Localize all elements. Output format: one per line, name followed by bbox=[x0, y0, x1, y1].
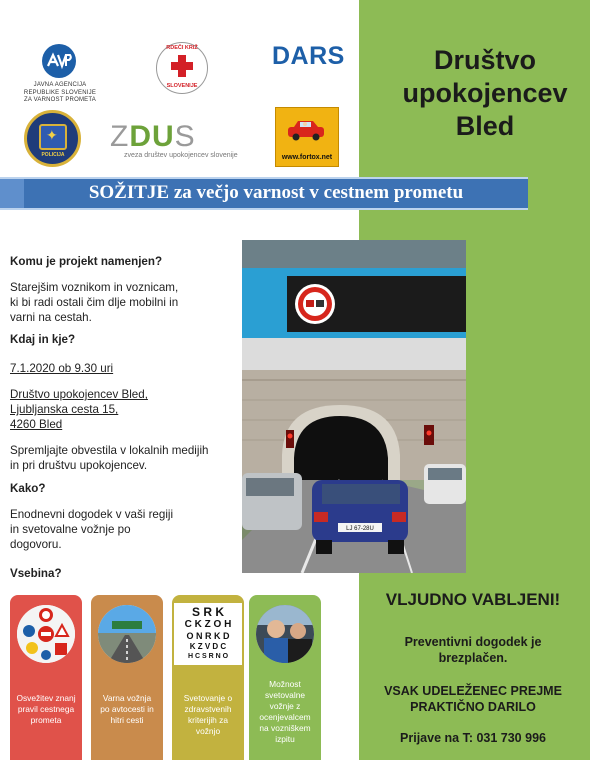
road-signs-icon bbox=[17, 605, 75, 663]
avp-text-line: JAVNA AGENCIJA bbox=[33, 82, 87, 88]
caption-line: Svetovanje o bbox=[183, 693, 233, 703]
question-heading: Komu je projekt namenjen? bbox=[10, 255, 163, 268]
caption-line: prometa bbox=[30, 715, 62, 725]
zdus-logo bbox=[110, 120, 196, 154]
topic-card bbox=[249, 595, 321, 760]
caption-line: hitri cesti bbox=[110, 715, 144, 725]
card-caption bbox=[175, 693, 241, 737]
event-address bbox=[10, 387, 230, 432]
avp-text-line: REPUBLIKE SLOVENIJE bbox=[23, 89, 97, 96]
caption-line: Osvežitev znanj bbox=[16, 693, 76, 703]
invitation-heading: VLJUDNO VABLJENI! bbox=[385, 590, 561, 609]
org-title-line: upokojencev bbox=[402, 78, 568, 108]
gift-text bbox=[362, 683, 584, 715]
event-date: 7.1.2020 ob 9.30 uri bbox=[10, 362, 114, 375]
org-title-line: Bled bbox=[455, 111, 515, 141]
dars-logo: DARS bbox=[272, 42, 345, 70]
text-line: in pri društvu upokojencev. bbox=[10, 459, 148, 472]
license-plate: LJ 67-28U bbox=[346, 526, 374, 532]
card-caption bbox=[252, 679, 318, 745]
question-heading: Vsebina? bbox=[10, 567, 62, 580]
topic-card bbox=[91, 595, 163, 760]
organization-title bbox=[385, 44, 585, 143]
answer-text bbox=[10, 443, 230, 473]
police-star-icon: ✦ bbox=[46, 127, 58, 143]
banner-accent bbox=[0, 179, 24, 208]
caption-line: kriterijih za bbox=[187, 715, 229, 725]
avp-logo-text bbox=[14, 82, 106, 105]
eye-chart-row: C K Z O H bbox=[184, 619, 232, 630]
red-cross-top-text: RDEČI KRIŽ bbox=[166, 45, 198, 51]
fortox-url[interactable]: www.fortox.net bbox=[281, 154, 333, 161]
fortox-car-icon bbox=[285, 118, 327, 142]
card-caption bbox=[94, 693, 160, 726]
answer-text bbox=[10, 280, 230, 325]
caption-line: ocenjevalcem bbox=[259, 712, 311, 722]
tunnel-scene-icon bbox=[242, 240, 466, 573]
eye-chart-row: S R K bbox=[191, 605, 224, 619]
highway-photo-icon bbox=[98, 605, 156, 663]
question-heading: Kdaj in kje? bbox=[10, 333, 76, 346]
address-line: Društvo upokojencev Bled, bbox=[10, 388, 148, 401]
banner-title: SOŽITJE za večjo varnost v cestnem prometu bbox=[88, 182, 464, 203]
zdus-subtitle: zveza društev upokojencev slovenije bbox=[124, 152, 238, 159]
caption-line: zdravstvenih bbox=[184, 704, 232, 714]
zdus-letter: S bbox=[174, 120, 196, 153]
eye-chart-row: O N R K D bbox=[186, 631, 230, 641]
red-cross-icon bbox=[178, 55, 186, 77]
tunnel-photo bbox=[242, 240, 466, 573]
eye-chart-row: H C S R N O bbox=[187, 653, 229, 660]
eye-chart-row: K Z V D C bbox=[189, 642, 227, 651]
topic-card bbox=[10, 595, 82, 760]
caption-line: izpitu bbox=[275, 734, 295, 744]
card-caption bbox=[13, 693, 79, 726]
text-line: dogovoru. bbox=[10, 538, 62, 551]
eye-chart-icon bbox=[174, 603, 242, 665]
caption-line: svetovalne bbox=[264, 690, 306, 700]
avp-mark-icon bbox=[46, 52, 72, 70]
address-line: Ljubljanska cesta 15, bbox=[10, 403, 119, 416]
address-line: 4260 Bled bbox=[10, 418, 63, 431]
caption-line: po avtocesti in bbox=[100, 704, 154, 714]
text-line: brezplačen. bbox=[438, 651, 508, 665]
org-title-line: Društvo bbox=[433, 45, 536, 75]
avp-logo-icon bbox=[42, 44, 76, 78]
free-event-text bbox=[362, 634, 584, 666]
text-line: Starejšim voznikom in voznicam, bbox=[10, 281, 179, 294]
text-line: varni na cestah. bbox=[10, 311, 92, 324]
caption-line: vožnjo bbox=[195, 726, 221, 736]
caption-line: na vozniškem bbox=[259, 723, 311, 733]
caption-line: vožnje z bbox=[269, 701, 301, 711]
text-line: Preventivni dogodek je bbox=[404, 635, 542, 649]
text-line: ki bi radi ostali čim dlje mobilni in bbox=[10, 296, 179, 309]
driving-instructor-icon bbox=[256, 605, 314, 663]
answer-text bbox=[10, 507, 230, 552]
registration-phone[interactable]: Prijave na T: 031 730 996 bbox=[400, 731, 546, 745]
question-heading: Kako? bbox=[10, 482, 46, 495]
caption-line: pravil cestnega bbox=[17, 704, 75, 714]
text-line: Enodnevni dogodek v vaši regiji bbox=[10, 508, 174, 521]
text-line: in svetovalne vožnje po bbox=[10, 523, 131, 536]
caption-line: Varna vožnja bbox=[102, 693, 152, 703]
red-cross-bottom-text: SLOVENIJE bbox=[166, 83, 198, 89]
police-badge-text: POLICIJA bbox=[41, 152, 65, 158]
text-line: PRAKTIČNO DARILO bbox=[410, 700, 536, 714]
text-line: VSAK UDELEŽENEC PREJME bbox=[384, 684, 562, 698]
text-line: Spremljajte obvestila v lokalnih medijih bbox=[10, 444, 209, 457]
caption-line: Možnost bbox=[269, 679, 301, 689]
zdus-letter-highlight: DU bbox=[129, 120, 175, 153]
zdus-letter: Z bbox=[110, 120, 130, 153]
avp-text-line: ZA VARNOST PROMETA bbox=[24, 97, 96, 103]
topic-card bbox=[172, 595, 244, 760]
